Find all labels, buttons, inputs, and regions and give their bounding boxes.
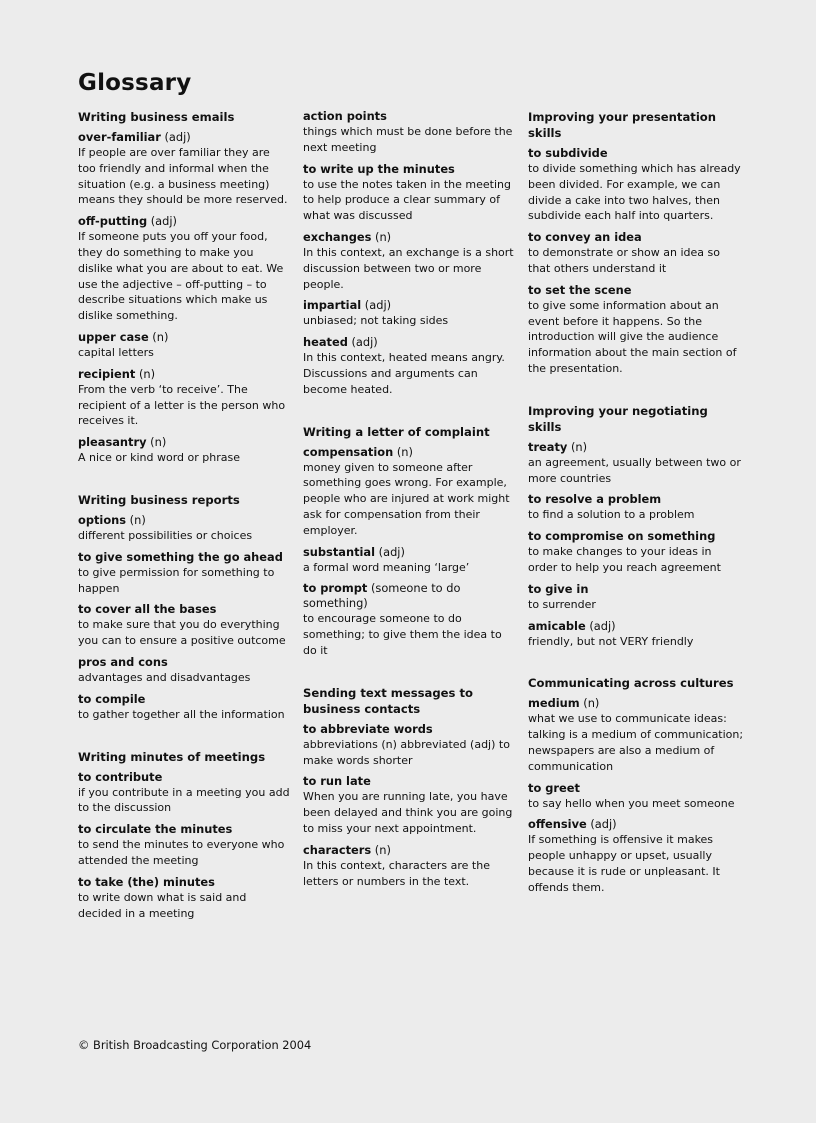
entry-definition: If something is offensive it makes people unhappy or upset, usually because it is rude or unpleasant. It offends them.: [528, 833, 720, 894]
entry-definition: In this context, heated means angry. Discussions and arguments can become heated.: [303, 351, 505, 396]
section-heading: Improving your negotiating skills: [528, 403, 708, 434]
entry-part-of-speech: (n): [570, 439, 588, 454]
glossary-entry: [528, 817, 744, 895]
entry-definition: if you contribute in a meeting you add to the discussion: [78, 785, 290, 815]
glossary-section: [78, 109, 290, 466]
entry-definition: to use the notes taken in the meeting to help produce a clear summary of what was discussed: [303, 177, 511, 223]
glossary-entry: [78, 550, 290, 597]
entry-term: to contribute: [78, 769, 163, 784]
glossary-entry: [78, 770, 290, 817]
entry-part-of-speech: (adj): [164, 130, 191, 144]
glossary-section: [528, 109, 744, 377]
entry-term: to set the scene: [528, 282, 632, 297]
glossary-entry: [78, 602, 290, 649]
entry-term: options: [78, 512, 127, 527]
entry-term: to greet: [528, 780, 580, 795]
entry-part-of-speech: (adj): [351, 335, 378, 350]
entry-part-of-speech: (n): [583, 696, 600, 711]
entry-term: pros and cons: [78, 654, 168, 669]
entry-term-line: [528, 817, 744, 832]
entry-definition: to make changes to your ideas in order to help you reach agreement: [528, 545, 721, 574]
glossary-entry: [78, 214, 290, 324]
entry-term-line: [303, 722, 518, 737]
glossary-entry: [528, 529, 744, 576]
entry-term: impartial: [303, 298, 362, 313]
entry-term-line: [528, 781, 744, 796]
section-heading: Writing a letter of complaint: [303, 424, 490, 439]
entry-term: over-familiar: [78, 130, 161, 144]
entry-part-of-speech: (n): [129, 512, 146, 527]
entry-part-of-speech: (n): [138, 366, 156, 381]
glossary-section: [78, 749, 290, 922]
glossary-section: [528, 675, 744, 895]
glossary-entry: [78, 692, 290, 723]
entry-term: to circulate the minutes: [78, 822, 233, 837]
section-heading: Writing business reports: [78, 492, 240, 507]
entry-term-line: [528, 492, 744, 507]
entry-part-of-speech: (n): [150, 435, 167, 450]
entry-definition: A nice or kind word or phrase: [78, 451, 240, 465]
entry-term-line: [528, 440, 744, 455]
entry-term-line: [528, 582, 744, 597]
entry-term-line: [303, 162, 518, 177]
entry-term: heated: [303, 335, 348, 350]
entry-term-line: [303, 335, 518, 350]
glossary-entry: [303, 445, 518, 539]
glossary-entry: [528, 492, 744, 523]
entry-definition: different possibilities or choices: [78, 528, 253, 542]
glossary-entry: [78, 367, 290, 429]
glossary-entry: [78, 513, 290, 544]
entry-definition: to say hello when you meet someone: [528, 796, 735, 810]
entry-part-of-speech: (adj): [150, 214, 177, 229]
entry-term-line: [528, 529, 744, 544]
entry-term-line: [78, 550, 290, 565]
entry-term: to run late: [303, 774, 371, 789]
entry-definition: friendly, but not VERY friendly: [528, 634, 694, 648]
section-heading: Improving your presentation skills: [528, 110, 717, 140]
glossary-entry: [78, 822, 290, 869]
glossary-entry: [303, 722, 518, 769]
glossary-entry: [78, 330, 290, 361]
entry-term: to take (the) minutes: [78, 874, 215, 889]
entry-term: to compromise on something: [528, 529, 716, 544]
entry-definition: In this context, an exchange is a short discussion between two or more people.: [303, 245, 514, 291]
entry-definition: capital letters: [78, 345, 154, 359]
entry-term-line: [528, 696, 744, 711]
entry-term-line: [303, 445, 518, 460]
entry-term-line: [303, 774, 518, 789]
section-heading: Communicating across cultures: [528, 676, 734, 691]
glossary-entry: [303, 230, 518, 292]
glossary-column-1: [78, 109, 290, 927]
entry-term-line: [78, 875, 290, 890]
glossary-entry: [528, 230, 744, 277]
entry-term: off-putting: [78, 214, 148, 229]
entry-part-of-speech: (n): [374, 842, 391, 857]
entry-term-line: [78, 692, 290, 707]
entry-definition: to give some information about an event before it happens. So the introduction will give the audience information about the main section of the presentation.: [528, 298, 737, 375]
entry-definition: to surrender: [528, 597, 596, 611]
entry-term-line: [78, 330, 290, 345]
glossary-entry: [528, 696, 744, 774]
entry-term: to prompt: [303, 581, 368, 596]
entry-term: characters: [303, 842, 372, 857]
entry-term-line: [303, 109, 518, 124]
entry-term: treaty: [528, 439, 568, 454]
entry-definition: an agreement, usually between two or more countries: [528, 455, 741, 485]
entry-definition: If people are over familiar they are too friendly and informal when the situation (e.g. a business meeting) means they should be more reserved.: [78, 146, 288, 207]
entry-term-line: [78, 513, 290, 528]
entry-definition: to encourage someone to do something; to give them the idea to do it: [303, 612, 502, 657]
entry-term: pleasantry: [78, 435, 147, 450]
glossary-column-2: [303, 109, 518, 895]
entry-term-line: [78, 822, 290, 837]
entry-part-of-speech: (someone to do something): [303, 581, 461, 611]
entry-part-of-speech: (n): [152, 329, 169, 344]
entry-definition: From the verb ‘to receive’. The recipient of a letter is the person who receives it.: [78, 382, 286, 428]
entry-term: to abbreviate words: [303, 721, 433, 736]
entry-term-line: [303, 581, 518, 611]
entry-term-line: [303, 843, 518, 858]
entry-term: offensive: [528, 817, 587, 832]
entry-term-line: [78, 367, 290, 382]
entry-definition: If someone puts you off your food, they do something to make you dislike what you are about to eat. We use the adjective – off-putting – to describe situations which make us dislike something.: [78, 230, 284, 323]
entry-term: substantial: [303, 544, 376, 559]
entry-definition: what we use to communicate ideas: talking is a medium of communication; newspapers are also a medium of communication: [528, 712, 744, 773]
entry-term: action points: [303, 109, 387, 123]
entry-term: upper case: [78, 329, 149, 344]
entry-term: to cover all the bases: [78, 602, 217, 617]
entry-definition: In this context, characters are the letters or numbers in the text.: [303, 858, 490, 888]
entry-term: amicable: [528, 618, 586, 633]
entry-term: recipient: [78, 366, 136, 381]
entry-term: to resolve a problem: [528, 492, 662, 507]
entry-part-of-speech: (n): [375, 229, 392, 244]
glossary-entry: [78, 655, 290, 686]
glossary-entry: [528, 440, 744, 487]
copyright-footer: © British Broadcasting Corporation 2004: [78, 1038, 312, 1052]
glossary-entry: [528, 619, 744, 650]
glossary-entry: [528, 283, 744, 377]
entry-definition: to divide something which has already been divided. For example, we can divide a cake into two halves, then subdivide each half into quarters.: [528, 162, 741, 223]
glossary-entry: [528, 781, 744, 812]
entry-definition: to write down what is said and decided in a meeting: [78, 890, 247, 920]
glossary-section: [78, 492, 290, 723]
entry-term: to write up the minutes: [303, 161, 455, 176]
glossary-entry: [528, 146, 744, 224]
entry-definition: to make sure that you do everything you can to ensure a positive outcome: [78, 618, 286, 648]
entry-term-line: [78, 655, 290, 670]
entry-definition: unbiased; not taking sides: [303, 314, 449, 328]
entry-part-of-speech: (n): [396, 444, 413, 459]
entry-definition: to give permission for something to happen: [78, 565, 275, 595]
glossary-section: [528, 403, 744, 650]
entry-term-line: [78, 770, 290, 785]
glossary-entry: [78, 875, 290, 922]
entry-term-line: [528, 619, 744, 634]
glossary-entry: [303, 581, 518, 658]
entry-definition: to gather together all the information: [78, 707, 285, 721]
glossary-section: [303, 109, 518, 398]
entry-definition: things which must be done before the next meeting: [303, 125, 513, 154]
glossary-section: [303, 685, 518, 890]
entry-definition: When you are running late, you have been delayed and think you are going to miss your next appointment.: [303, 790, 513, 835]
entry-term: compensation: [303, 444, 394, 459]
entry-definition: to find a solution to a problem: [528, 508, 695, 522]
glossary-entry: [303, 774, 518, 836]
entry-term: to subdivide: [528, 146, 608, 160]
entry-definition: to send the minutes to everyone who attended the meeting: [78, 838, 285, 867]
entry-term-line: [78, 602, 290, 617]
entry-term: to give in: [528, 581, 589, 596]
glossary-entry: [303, 109, 518, 156]
entry-definition: abbreviations (n) abbreviated (adj) to make words shorter: [303, 737, 510, 767]
glossary-entry: [78, 435, 290, 466]
glossary-entry: [303, 545, 518, 576]
entry-part-of-speech: (adj): [364, 298, 392, 313]
entry-term-line: [78, 435, 290, 450]
glossary-entry: [528, 582, 744, 613]
entry-term: to convey an idea: [528, 230, 642, 245]
glossary-entry: [303, 335, 518, 397]
glossary-entry: [303, 298, 518, 329]
glossary-column-3: [528, 109, 744, 902]
entry-definition: to demonstrate or show an idea so that others understand it: [528, 246, 720, 275]
entry-part-of-speech: (adj): [589, 618, 616, 633]
glossary-section: [303, 424, 518, 659]
entry-term-line: [303, 298, 518, 313]
entry-term-line: [78, 130, 290, 145]
entry-part-of-speech: (adj): [378, 544, 405, 559]
entry-term: to compile: [78, 691, 146, 706]
entry-definition: a formal word meaning ‘large’: [303, 560, 470, 574]
glossary-entry: [303, 162, 518, 224]
page-title: Glossary: [78, 70, 192, 96]
entry-definition: money given to someone after something goes wrong. For example, people who are injured at work might ask for compensation from their employer.: [303, 460, 510, 537]
entry-term-line: [303, 545, 518, 560]
entry-term-line: [528, 146, 744, 161]
entry-term-line: [528, 283, 744, 298]
entry-term-line: [78, 214, 290, 229]
section-heading: Sending text messages to business contacts: [303, 685, 473, 716]
entry-term: exchanges: [303, 229, 372, 244]
entry-definition: advantages and disadvantages: [78, 670, 251, 684]
section-heading: Writing minutes of meetings: [78, 749, 266, 764]
section-heading: Writing business emails: [78, 110, 235, 124]
entry-part-of-speech: (adj): [590, 817, 617, 832]
glossary-entry: [303, 843, 518, 890]
glossary-entry: [78, 130, 290, 208]
entry-term: to give something the go ahead: [78, 549, 283, 564]
entry-term-line: [303, 230, 518, 245]
entry-term: medium: [528, 696, 580, 711]
entry-term-line: [528, 230, 744, 245]
